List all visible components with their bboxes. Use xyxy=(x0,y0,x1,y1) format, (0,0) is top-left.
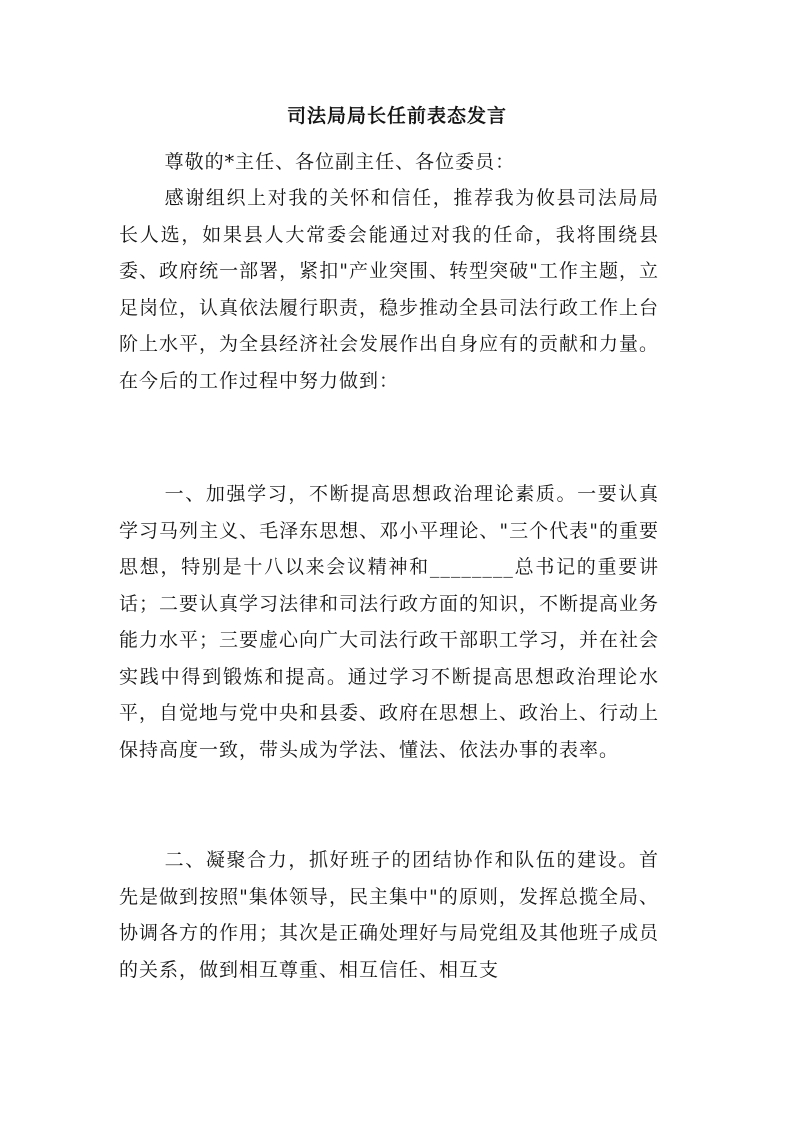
document-title: 司法局局长任前表态发言 xyxy=(286,105,507,127)
paragraph-study-block xyxy=(119,476,659,768)
paragraph-intro-block xyxy=(119,180,659,399)
paragraph-unity-block xyxy=(119,842,659,988)
salutation-block xyxy=(119,144,659,181)
paragraph-unity: 二、凝聚合力，抓好班子的团结协作和队伍的建设。首先是做到按照"集体领导，民主集中"的原则，发挥总揽全局、协调各方的作用；其次是正确处理好与局党组及其他班子成员的关系，做到相互尊重、相互信任、相互支 xyxy=(119,849,660,981)
salutation: 尊敬的*主任、各位副主任、各位委员： xyxy=(164,151,516,173)
paragraph-intro: 感谢组织上对我的关怀和信任，推荐我为攸县司法局局长人选，如果县人大常委会能通过对我的任命，我将围绕县委、政府统一部署，紧扣"产业突围、转型突破"工作主题，立足岗位，认真依法履行职责，稳步推动全县司法行政工作上台阶上水平，为全县经济社会发展作出自身应有的贡献和力量。在今后的工作过程中努力做到： xyxy=(119,187,660,392)
paragraph-study: 一、加强学习，不断提高思想政治理论素质。一要认真学习马列主义、毛泽东思想、邓小平理论、"三个代表"的重要思想，特别是十八以来会议精神和________总书记的重要讲话；二要认真学习法律和司法行政方面的知识，不断提高业务能力水平；三要虚心向广大司法行政干部职工学习，并在社会实践中得到锻炼和提高。通过学习不断提高思想政治理论水平，自觉地与党中央和县委、政府在思想上、政治上、行动上保持高度一致，带头成为学法、懂法、依法办事的表率。 xyxy=(119,483,660,761)
